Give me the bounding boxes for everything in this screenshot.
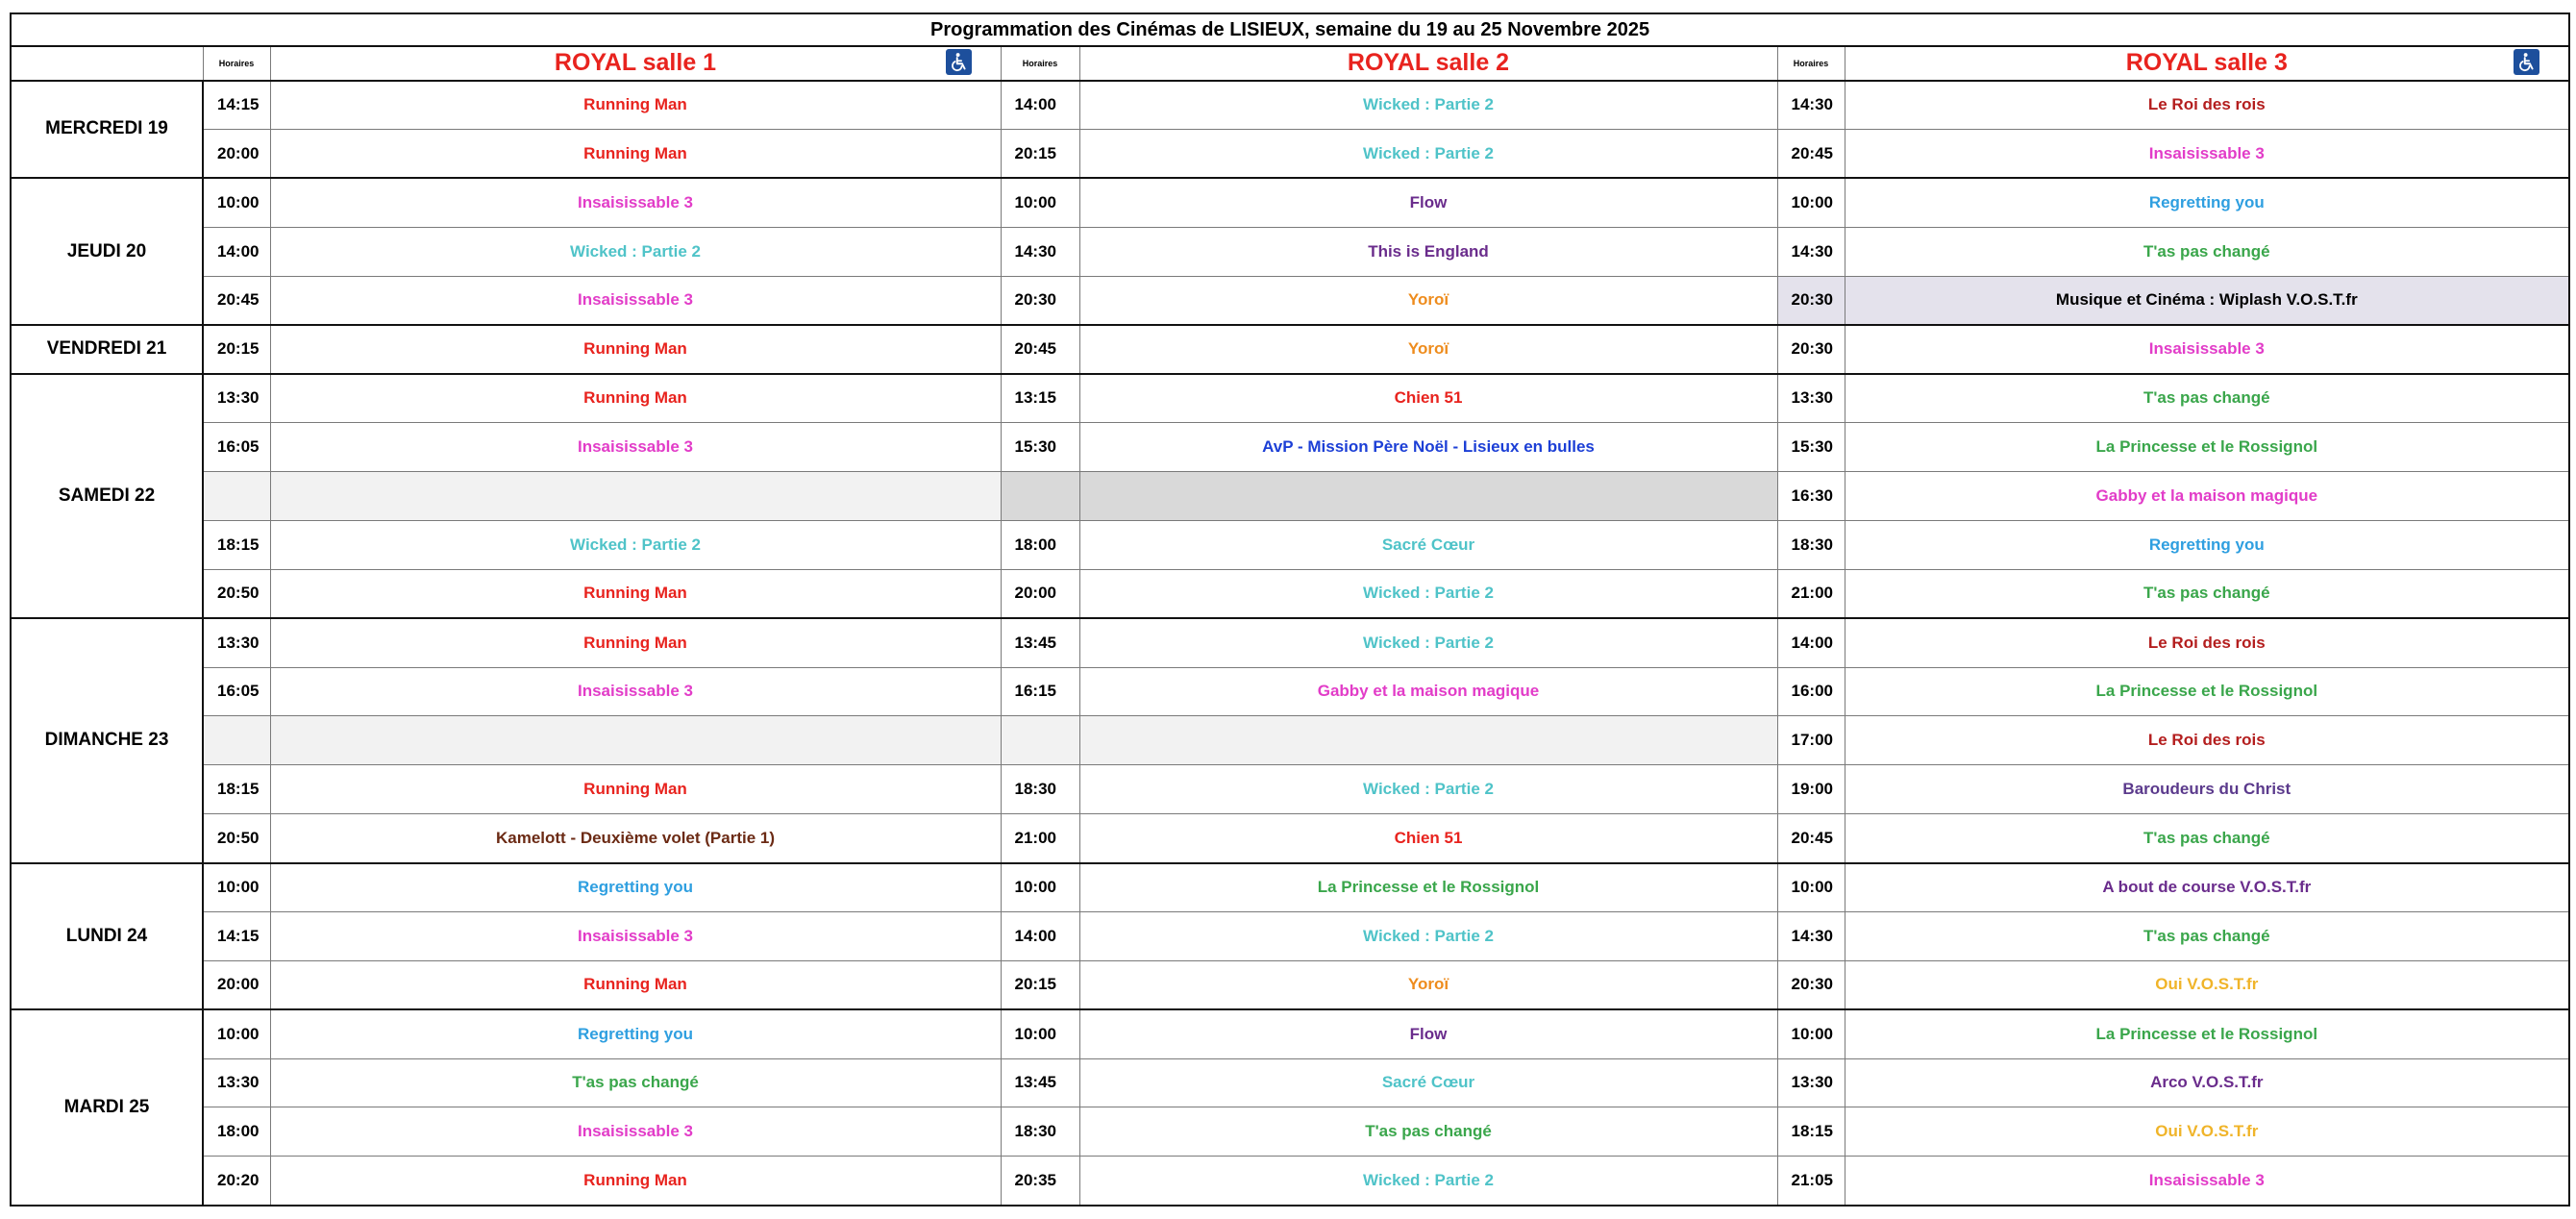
schedule-row: [11, 716, 2569, 765]
film-title-room-3: La Princesse et le Rossignol: [1845, 423, 2569, 472]
film-title-room-2: Wicked : Partie 2: [1079, 618, 1777, 667]
film-title-room-1: Running Man: [270, 618, 1001, 667]
schedule-row: [11, 863, 2569, 912]
film-title-room-3: Oui V.O.S.T.fr: [1845, 1107, 2569, 1157]
showtime-room-2: 10:00: [1001, 863, 1079, 912]
title-row: [11, 13, 2569, 46]
film-title-room-2: T'as pas changé: [1079, 1107, 1777, 1157]
film-title-room-3: Insaisissable 3: [1845, 325, 2569, 374]
showtime-room-1: 20:20: [203, 1157, 270, 1206]
showtime-room-3: 10:00: [1777, 1009, 1845, 1058]
film-title-room-1: Insaisissable 3: [270, 423, 1001, 472]
film-title-room-2: Wicked : Partie 2: [1079, 569, 1777, 618]
film-title-room-1: Running Man: [270, 1157, 1001, 1206]
film-title-room-2: Yoroï: [1079, 960, 1777, 1009]
empty-slot-time-room-2: [1001, 472, 1079, 521]
film-title-room-2: Wicked : Partie 2: [1079, 129, 1777, 178]
film-title-room-3: Regretting you: [1845, 520, 2569, 569]
showtime-room-2: 18:30: [1001, 765, 1079, 814]
film-title-room-1: Insaisissable 3: [270, 911, 1001, 960]
showtime-room-2: 13:15: [1001, 374, 1079, 423]
showtime-room-1: 13:30: [203, 374, 270, 423]
empty-slot-time-room-2: [1001, 716, 1079, 765]
showtime-room-2: 14:30: [1001, 227, 1079, 276]
film-title-room-2: Sacré Cœur: [1079, 1058, 1777, 1107]
film-title-room-1: Insaisissable 3: [270, 178, 1001, 227]
room-3-name: ROYAL salle 3: [2125, 49, 2288, 77]
schedule-row: [11, 765, 2569, 814]
schedule-row: [11, 472, 2569, 521]
showtime-room-2: 14:00: [1001, 81, 1079, 130]
horaires-label-3: Horaires: [1777, 46, 1845, 80]
showtime-room-2: 21:00: [1001, 814, 1079, 863]
showtime-room-1: 13:30: [203, 618, 270, 667]
film-title-room-3: Arco V.O.S.T.fr: [1845, 1058, 2569, 1107]
film-title-room-3: Le Roi des rois: [1845, 618, 2569, 667]
showtime-room-1: 10:00: [203, 863, 270, 912]
empty-slot-room-1: [270, 716, 1001, 765]
showtime-room-1: 18:00: [203, 1107, 270, 1157]
horaires-label-2: Horaires: [1001, 46, 1079, 80]
film-title-room-2: Flow: [1079, 178, 1777, 227]
film-title-room-2: Wicked : Partie 2: [1079, 81, 1777, 130]
showtime-room-1: 14:15: [203, 911, 270, 960]
showtime-room-3: 20:30: [1777, 960, 1845, 1009]
film-title-room-2: Wicked : Partie 2: [1079, 911, 1777, 960]
film-title-room-3: Regretting you: [1845, 178, 2569, 227]
film-title-room-3: A bout de course V.O.S.T.fr: [1845, 863, 2569, 912]
showtime-room-1: 16:05: [203, 667, 270, 716]
header-blank-cell: [11, 46, 203, 80]
schedule-row: [11, 81, 2569, 130]
film-title-room-2: Gabby et la maison magique: [1079, 667, 1777, 716]
film-title-room-3: Gabby et la maison magique: [1845, 472, 2569, 521]
film-title-room-2: Yoroï: [1079, 325, 1777, 374]
showtime-room-3: 10:00: [1777, 863, 1845, 912]
day-label: JEUDI 20: [11, 178, 203, 325]
film-title-room-1: Running Man: [270, 374, 1001, 423]
showtime-room-1: 20:00: [203, 960, 270, 1009]
film-title-room-1: Running Man: [270, 81, 1001, 130]
film-title-room-2: Wicked : Partie 2: [1079, 1157, 1777, 1206]
film-title-room-2: Wicked : Partie 2: [1079, 765, 1777, 814]
showtime-room-3: 10:00: [1777, 178, 1845, 227]
empty-slot-room-2: [1079, 716, 1777, 765]
film-title-room-3: T'as pas changé: [1845, 227, 2569, 276]
showtime-room-3: 20:30: [1777, 276, 1845, 325]
showtime-room-2: 15:30: [1001, 423, 1079, 472]
schedule-body: [11, 13, 2569, 1206]
room-2-name: ROYAL salle 2: [1347, 49, 1510, 77]
film-title-room-3: Musique et Cinéma : Wiplash V.O.S.T.fr: [1845, 276, 2569, 325]
showtime-room-1: 20:00: [203, 129, 270, 178]
showtime-room-2: 20:15: [1001, 960, 1079, 1009]
film-title-room-3: Oui V.O.S.T.fr: [1845, 960, 2569, 1009]
showtime-room-1: 10:00: [203, 1009, 270, 1058]
showtime-room-3: 21:00: [1777, 569, 1845, 618]
showtime-room-1: 20:50: [203, 569, 270, 618]
film-title-room-1: Insaisissable 3: [270, 667, 1001, 716]
showtime-room-2: 18:00: [1001, 520, 1079, 569]
day-label: MERCREDI 19: [11, 81, 203, 179]
showtime-room-3: 16:00: [1777, 667, 1845, 716]
schedule-row: [11, 569, 2569, 618]
film-title-room-2: Yoroï: [1079, 276, 1777, 325]
film-title-room-3: Insaisissable 3: [1845, 129, 2569, 178]
showtime-room-2: 20:15: [1001, 129, 1079, 178]
film-title-room-3: T'as pas changé: [1845, 814, 2569, 863]
showtime-room-3: 21:05: [1777, 1157, 1845, 1206]
showtime-room-2: 20:35: [1001, 1157, 1079, 1206]
schedule-row: [11, 618, 2569, 667]
showtime-room-2: 18:30: [1001, 1107, 1079, 1157]
film-title-room-1: Insaisissable 3: [270, 1107, 1001, 1157]
showtime-room-2: 20:00: [1001, 569, 1079, 618]
film-title-room-1: Running Man: [270, 325, 1001, 374]
film-title-room-2: La Princesse et le Rossignol: [1079, 863, 1777, 912]
film-title-room-1: Running Man: [270, 960, 1001, 1009]
day-label: VENDREDI 21: [11, 325, 203, 374]
showtime-room-1: 13:30: [203, 1058, 270, 1107]
showtime-room-2: 10:00: [1001, 178, 1079, 227]
showtime-room-2: 20:45: [1001, 325, 1079, 374]
showtime-room-3: 13:30: [1777, 374, 1845, 423]
film-title-room-3: T'as pas changé: [1845, 374, 2569, 423]
film-title-room-3: Le Roi des rois: [1845, 716, 2569, 765]
schedule-row: [11, 227, 2569, 276]
schedule-row: [11, 911, 2569, 960]
showtime-room-1: 20:50: [203, 814, 270, 863]
schedule-row: [11, 1058, 2569, 1107]
schedule-row: [11, 520, 2569, 569]
film-title-room-3: La Princesse et le Rossignol: [1845, 667, 2569, 716]
showtime-room-2: 20:30: [1001, 276, 1079, 325]
showtime-room-3: 20:45: [1777, 129, 1845, 178]
schedule-row: [11, 960, 2569, 1009]
film-title-room-3: Baroudeurs du Christ: [1845, 765, 2569, 814]
showtime-room-3: 15:30: [1777, 423, 1845, 472]
schedule-row: [11, 178, 2569, 227]
showtime-room-1: 18:15: [203, 765, 270, 814]
showtime-room-3: 13:30: [1777, 1058, 1845, 1107]
showtime-room-3: 18:15: [1777, 1107, 1845, 1157]
film-title-room-1: Kamelott - Deuxième volet (Partie 1): [270, 814, 1001, 863]
film-title-room-2: This is England: [1079, 227, 1777, 276]
schedule-row: [11, 1157, 2569, 1206]
film-title-room-2: AvP - Mission Père Noël - Lisieux en bulles: [1079, 423, 1777, 472]
day-label: DIMANCHE 23: [11, 618, 203, 862]
day-label: MARDI 25: [11, 1009, 203, 1206]
empty-slot-time-room-1: [203, 472, 270, 521]
showtime-room-3: 14:30: [1777, 227, 1845, 276]
showtime-room-2: 16:15: [1001, 667, 1079, 716]
schedule-row: [11, 374, 2569, 423]
showtime-room-3: 14:30: [1777, 911, 1845, 960]
showtime-room-1: 20:45: [203, 276, 270, 325]
day-label: LUNDI 24: [11, 863, 203, 1010]
room-1-name: ROYAL salle 1: [554, 49, 717, 77]
schedule-row: [11, 814, 2569, 863]
film-title-room-1: Wicked : Partie 2: [270, 520, 1001, 569]
showtime-room-3: 19:00: [1777, 765, 1845, 814]
film-title-room-2: Chien 51: [1079, 814, 1777, 863]
schedule-row: [11, 129, 2569, 178]
showtime-room-1: 10:00: [203, 178, 270, 227]
film-title-room-1: Running Man: [270, 129, 1001, 178]
film-title-room-3: Le Roi des rois: [1845, 81, 2569, 130]
film-title-room-1: Wicked : Partie 2: [270, 227, 1001, 276]
showtime-room-3: 14:00: [1777, 618, 1845, 667]
showtime-room-1: 14:00: [203, 227, 270, 276]
film-title-room-3: T'as pas changé: [1845, 911, 2569, 960]
schedule-row: [11, 423, 2569, 472]
showtime-room-3: 16:30: [1777, 472, 1845, 521]
film-title-room-2: Chien 51: [1079, 374, 1777, 423]
film-title-room-1: Running Man: [270, 569, 1001, 618]
schedule-table: [10, 12, 2570, 1207]
showtime-room-2: 14:00: [1001, 911, 1079, 960]
film-title-room-3: Insaisissable 3: [1845, 1157, 2569, 1206]
showtime-room-1: 18:15: [203, 520, 270, 569]
showtime-room-3: 14:30: [1777, 81, 1845, 130]
film-title-room-3: T'as pas changé: [1845, 569, 2569, 618]
header-row: [11, 46, 2569, 80]
schedule-row: [11, 276, 2569, 325]
schedule-row: [11, 1009, 2569, 1058]
wheelchair-icon: [2514, 49, 2539, 75]
horaires-label-1: Horaires: [203, 46, 270, 80]
film-title-room-2: Flow: [1079, 1009, 1777, 1058]
showtime-room-3: 18:30: [1777, 520, 1845, 569]
film-title-room-1: Regretting you: [270, 863, 1001, 912]
showtime-room-3: 17:00: [1777, 716, 1845, 765]
room-2-header: [1079, 46, 1777, 80]
empty-slot-time-room-1: [203, 716, 270, 765]
showtime-room-2: 10:00: [1001, 1009, 1079, 1058]
showtime-room-1: 16:05: [203, 423, 270, 472]
schedule-row: [11, 667, 2569, 716]
film-title-room-2: Sacré Cœur: [1079, 520, 1777, 569]
room-3-header: [1845, 46, 2569, 80]
day-label: SAMEDI 22: [11, 374, 203, 618]
showtime-room-3: 20:45: [1777, 814, 1845, 863]
room-1-header: [270, 46, 1001, 80]
empty-slot-room-2: [1079, 472, 1777, 521]
film-title-room-3: La Princesse et le Rossignol: [1845, 1009, 2569, 1058]
wheelchair-icon: [946, 49, 972, 75]
showtime-room-1: 14:15: [203, 81, 270, 130]
schedule-row: [11, 1107, 2569, 1157]
film-title-room-1: Regretting you: [270, 1009, 1001, 1058]
showtime-room-2: 13:45: [1001, 1058, 1079, 1107]
film-title-room-1: Running Man: [270, 765, 1001, 814]
showtime-room-2: 13:45: [1001, 618, 1079, 667]
schedule-row: [11, 325, 2569, 374]
showtime-room-1: 20:15: [203, 325, 270, 374]
empty-slot-room-1: [270, 472, 1001, 521]
film-title-room-1: Insaisissable 3: [270, 276, 1001, 325]
showtime-room-3: 20:30: [1777, 325, 1845, 374]
page-title: Programmation des Cinémas de LISIEUX, semaine du 19 au 25 Novembre 2025: [11, 13, 2569, 46]
film-title-room-1: T'as pas changé: [270, 1058, 1001, 1107]
